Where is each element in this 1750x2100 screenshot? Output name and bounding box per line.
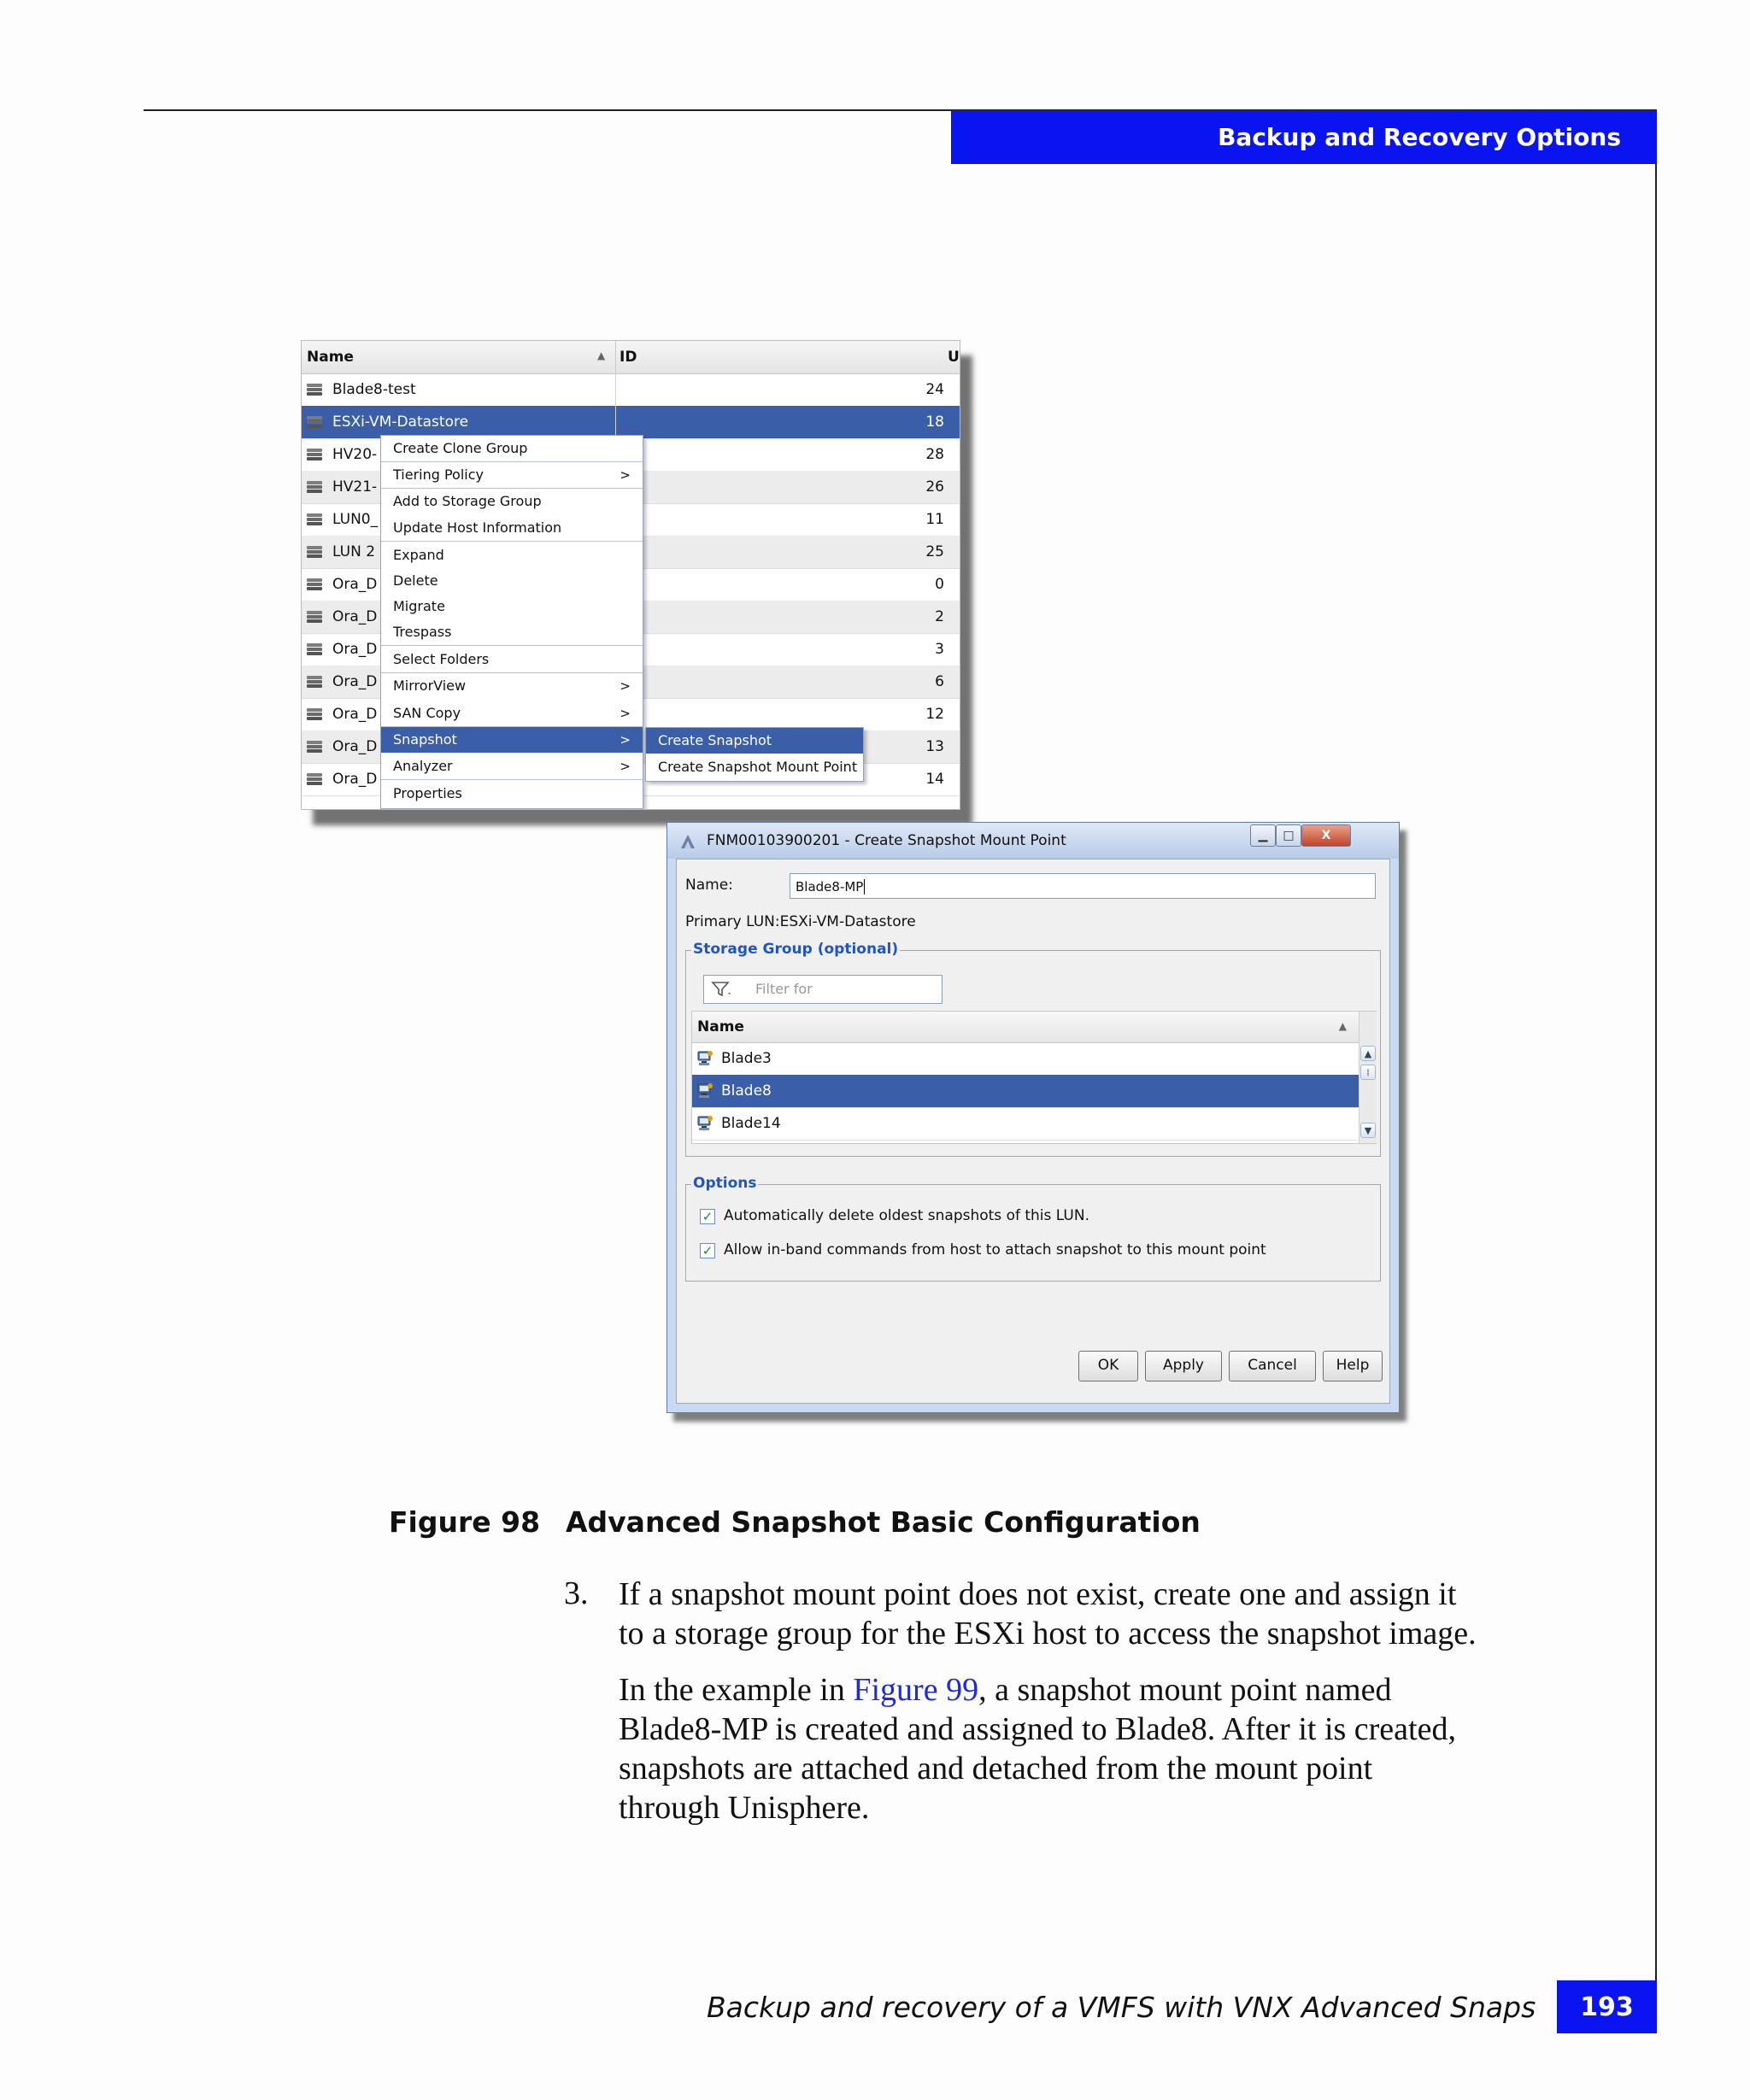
menu-item-update-host-information[interactable] (381, 515, 643, 541)
menu-item-label: Migrate (393, 598, 445, 614)
example-paragraph (619, 1670, 1593, 1827)
dialog-title: FNM00103900201 - Create Snapshot Mount Point (707, 832, 1066, 849)
lun-id: 28 (925, 446, 944, 463)
cancel-button[interactable]: Cancel (1229, 1351, 1316, 1381)
step-line-1: If a snapshot mount point does not exist, create one and assign it (619, 1576, 1457, 1612)
storage-group-table-header (692, 1012, 1359, 1043)
menu-item-label: SAN Copy (393, 705, 461, 721)
menu-item-label: MirrorView (393, 678, 467, 694)
menu-item-label: Analyzer (393, 758, 453, 774)
menu-item-expand[interactable] (381, 543, 643, 568)
menu-item-label: Trespass (393, 624, 452, 640)
sort-ascending-icon: ▲ (1338, 1020, 1347, 1032)
storage-group-fieldset (685, 941, 1381, 1157)
column-separator (615, 341, 616, 373)
menu-item-migrate[interactable] (381, 594, 643, 619)
figure-label: Figure 98 (389, 1505, 541, 1539)
lun-disk-icon (306, 707, 323, 722)
storage-group-name: Blade8 (721, 1082, 772, 1100)
auto-delete-checkbox[interactable]: ✓ (700, 1209, 715, 1224)
submenu-arrow-icon: > (620, 759, 631, 774)
lun-id: 11 (925, 511, 944, 528)
lun-id: 2 (935, 608, 944, 625)
lun-table-header (302, 341, 960, 374)
lun-id: 25 (925, 543, 944, 560)
menu-item-san-copy[interactable] (381, 701, 643, 726)
allow-in-band-checkbox[interactable]: ✓ (700, 1243, 715, 1258)
name-label: Name: (685, 877, 733, 894)
lun-name: Ora_D (332, 771, 378, 788)
storage-group-name: Blade3 (721, 1050, 772, 1067)
app-icon (679, 833, 696, 850)
submenu-item-create-snapshot-mount-point[interactable]: Create Snapshot Mount Point (658, 759, 858, 775)
dialog-body (676, 859, 1390, 1404)
apply-button[interactable]: Apply (1145, 1351, 1222, 1381)
example-line-4: through Unisphere. (619, 1790, 870, 1826)
ok-button[interactable]: OK (1078, 1351, 1138, 1381)
menu-item-label: Tiering Policy (393, 466, 484, 483)
menu-item-delete[interactable] (381, 568, 643, 594)
menu-item-add-to-storage-group[interactable] (381, 489, 643, 514)
lun-name: Ora_D (332, 738, 378, 755)
menu-item-label: Snapshot (393, 731, 457, 748)
lun-name: HV21- (332, 478, 378, 496)
column-header-name[interactable]: Name (697, 1018, 744, 1035)
menu-item-label: Properties (393, 785, 462, 801)
dialog-title-bar (667, 823, 1399, 859)
menu-item-label: Add to Storage Group (393, 493, 542, 509)
lun-name: LUN0_ (332, 511, 379, 528)
lun-id: 3 (935, 641, 944, 658)
lun-name: LUN 2 (332, 543, 376, 560)
step-line-2: to a storage group for the ESXi host to access the snapshot image. (619, 1616, 1477, 1651)
menu-item-snapshot[interactable] (381, 727, 643, 753)
page-number-box (1557, 1980, 1657, 2033)
close-button[interactable]: X (1301, 824, 1351, 847)
primary-lun-label: Primary LUN:ESXi-VM-Datastore (685, 913, 916, 930)
scroll-down-icon[interactable]: ▼ (1360, 1123, 1376, 1138)
lun-disk-icon (306, 578, 323, 592)
submenu-arrow-icon: > (620, 706, 631, 721)
storage-group-title: Storage Group (optional) (693, 941, 899, 958)
name-input[interactable] (790, 873, 1376, 899)
right-margin-rule (1655, 109, 1657, 2032)
host-icon (696, 1082, 714, 1100)
section-title: Backup and Recovery Options (1218, 123, 1621, 151)
submenu-item-create-snapshot[interactable]: Create Snapshot (646, 728, 863, 754)
lun-disk-icon (306, 415, 323, 430)
host-icon (696, 1049, 714, 1068)
lun-disk-icon (306, 772, 323, 787)
context-menu (380, 435, 643, 809)
lun-disk-icon (306, 480, 323, 495)
example-line-2: Blade8-MP is created and assigned to Blade8. After it is created, (619, 1711, 1456, 1747)
create-snapshot-mount-point-dialog (667, 822, 1400, 1413)
section-header-tab (951, 110, 1657, 164)
lun-disk-icon (306, 740, 323, 754)
options-fieldset (685, 1175, 1381, 1282)
example-text-pre: In the example in (619, 1672, 854, 1708)
column-header-u[interactable]: U (948, 349, 960, 366)
menu-item-analyzer[interactable] (381, 754, 643, 779)
menu-item-tiering-policy[interactable] (381, 462, 643, 488)
page-number: 193 (1580, 1991, 1634, 2022)
menu-item-label: Select Folders (393, 651, 490, 667)
example-text-post: , a snapshot mount point named (978, 1672, 1392, 1708)
submenu-arrow-icon: > (620, 467, 631, 483)
maximize-button[interactable]: □ (1276, 824, 1301, 847)
figure-title: Advanced Snapshot Basic Configuration (566, 1505, 1201, 1539)
lun-name: Blade8-test (332, 381, 416, 398)
lun-table-screenshot (301, 340, 960, 810)
lun-name: Ora_D (332, 673, 378, 690)
allow-in-band-label: Allow in-band commands from host to attach snapshot to this mount point (724, 1241, 1266, 1258)
column-separator (615, 373, 616, 406)
lun-name: HV20- (332, 446, 378, 463)
step-paragraph (619, 1575, 1593, 1653)
scroll-up-icon[interactable]: ▲ (1360, 1046, 1376, 1061)
column-separator (615, 406, 616, 438)
storage-group-row[interactable] (692, 1042, 1359, 1076)
name-input-value: Blade8-MP (796, 879, 864, 895)
scroll-thumb-grip-icon[interactable]: ⁞ (1360, 1065, 1376, 1080)
filter-placeholder: Filter for (755, 981, 813, 997)
storage-group-row[interactable] (692, 1075, 1359, 1108)
figure-99-link[interactable]: Figure 99 (853, 1672, 979, 1708)
footer-title: Backup and recovery of a VMFS with VNX Advanced Snaps (707, 1991, 1536, 2024)
lun-disk-icon (306, 513, 323, 527)
menu-item-select-folders[interactable] (381, 647, 643, 672)
lun-name: ESXi-VM-Datastore (332, 414, 469, 431)
text-cursor (864, 879, 869, 895)
snapshot-submenu (645, 727, 864, 782)
lun-disk-icon (306, 448, 323, 462)
lun-name: Ora_D (332, 706, 378, 723)
menu-item-label: Expand (393, 547, 444, 563)
lun-id: 24 (925, 381, 944, 398)
auto-delete-label: Automatically delete oldest snapshots of this LUN. (724, 1207, 1089, 1224)
menu-item-create-clone-group[interactable] (381, 436, 643, 461)
submenu-arrow-icon: > (620, 678, 631, 694)
storage-group-table (691, 1011, 1377, 1144)
filter-input[interactable] (703, 975, 943, 1004)
example-line-3: snapshots are attached and detached from the mount point (619, 1751, 1373, 1786)
host-icon (696, 1114, 714, 1133)
step-number: 3. (564, 1575, 589, 1611)
lun-id: 14 (925, 771, 944, 788)
lun-id: 0 (935, 576, 944, 593)
lun-name: Ora_D (332, 576, 378, 593)
lun-disk-icon (306, 545, 323, 560)
vertical-scrollbar[interactable] (1359, 1012, 1377, 1143)
menu-item-properties[interactable] (381, 781, 643, 807)
lun-id: 6 (935, 673, 944, 690)
help-button[interactable]: Help (1323, 1351, 1383, 1381)
lun-id: 13 (925, 738, 944, 755)
sort-ascending-icon: ▲ (597, 349, 606, 361)
menu-divider (381, 645, 643, 646)
lun-disk-icon (306, 610, 323, 625)
menu-item-trespass[interactable] (381, 619, 643, 645)
lun-disk-icon (306, 642, 323, 657)
menu-item-label: Delete (393, 572, 438, 589)
menu-item-label: Update Host Information (393, 519, 562, 536)
column-header-id[interactable]: ID (620, 349, 637, 366)
lun-name: Ora_D (332, 641, 378, 658)
example-line-1 (619, 1670, 1593, 1710)
storage-group-name: Blade14 (721, 1115, 781, 1132)
filter-funnel-icon[interactable] (711, 981, 731, 998)
lun-disk-icon (306, 383, 323, 397)
lun-row[interactable] (302, 373, 960, 407)
menu-divider (381, 541, 643, 542)
menu-divider (381, 779, 643, 780)
column-header-name[interactable]: Name (307, 349, 354, 366)
lun-id: 26 (925, 478, 944, 496)
storage-group-row[interactable] (692, 1107, 1359, 1141)
submenu-arrow-icon: > (620, 732, 631, 748)
menu-item-label: Create Clone Group (393, 440, 528, 456)
menu-item-mirrorview[interactable] (381, 673, 643, 699)
lun-id: 12 (925, 706, 944, 723)
lun-disk-icon (306, 675, 323, 689)
lun-id: 18 (925, 414, 944, 431)
lun-name: Ora_D (332, 608, 378, 625)
options-title: Options (693, 1175, 757, 1192)
minimize-button[interactable]: ▁ (1250, 824, 1276, 847)
